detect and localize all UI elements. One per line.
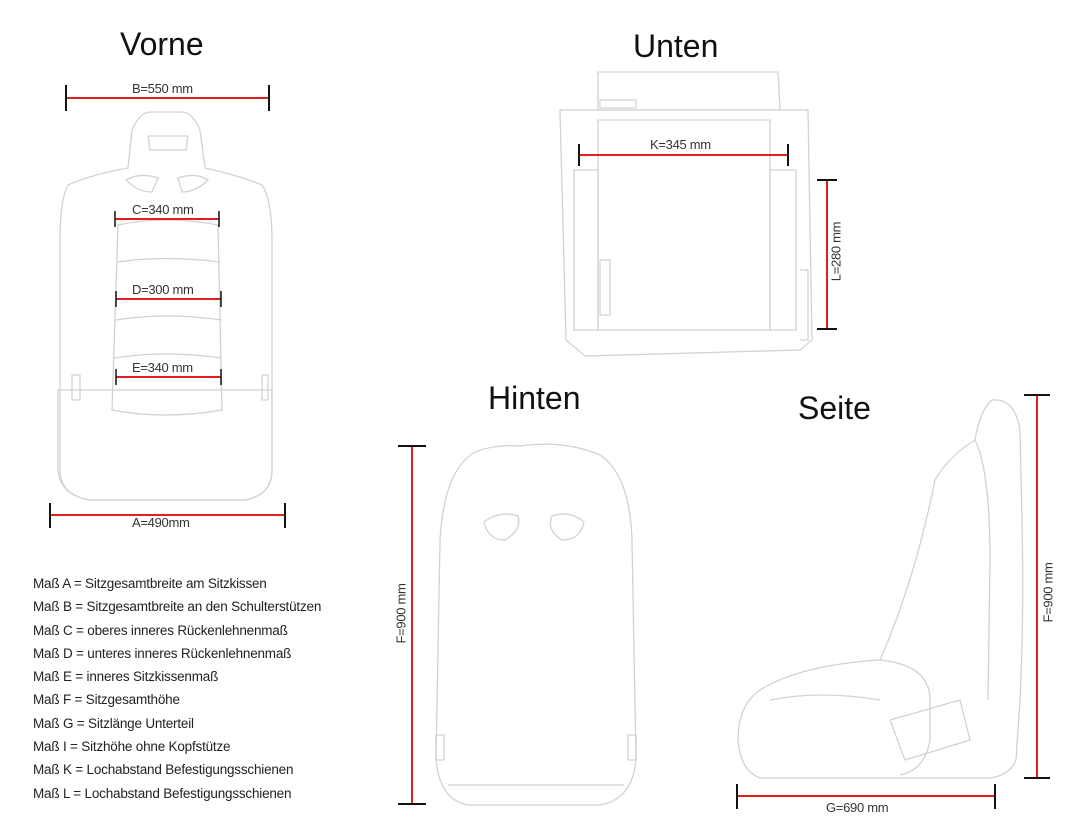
dim-label-c: C=340 mm — [132, 202, 194, 217]
view-title-back: Hinten — [488, 380, 581, 416]
legend-item-g: Maß G = Sitzlänge Unterteil — [33, 715, 194, 731]
legend-item-i: Maß I = Sitzhöhe ohne Kopfstütze — [33, 739, 231, 755]
view-title-side: Seite — [798, 390, 871, 426]
legend-item-k: Maß K = Lochabstand Befestigungsschienen — [33, 762, 294, 778]
legend-item-f: Maß F = Sitzgesamthöhe — [33, 692, 180, 708]
dim-label-d: D=300 mm — [132, 282, 194, 297]
dim-label-g: G=690 mm — [826, 800, 889, 815]
dim-label-l: L=280 mm — [828, 221, 844, 282]
dim-label-f-back: F=900 mm — [393, 583, 409, 644]
dimension-legend — [33, 572, 321, 805]
dim-label-a: A=490mm — [132, 515, 190, 530]
back-seat-sketch — [436, 444, 636, 805]
legend-item-e: Maß E = inneres Sitzkissenmaß — [33, 669, 219, 685]
legend-item-b: Maß B = Sitzgesamtbreite an den Schulterstützen — [33, 599, 322, 615]
view-title-front: Vorne — [120, 26, 204, 62]
bottom-seat-sketch — [560, 72, 812, 356]
legend-item-a: Maß A = Sitzgesamtbreite am Sitzkissen — [33, 576, 267, 591]
dim-label-f-side: F=900 mm — [1040, 562, 1056, 623]
legend-item-l: Maß L = Lochabstand Befestigungsschienen — [33, 785, 292, 801]
front-seat-sketch — [58, 112, 272, 500]
legend-item-d: Maß D = unteres inneres Rückenlehnenmaß — [33, 645, 292, 661]
dim-label-k: K=345 mm — [650, 137, 711, 152]
dim-label-e: E=340 mm — [132, 360, 193, 375]
dim-label-b: B=550 mm — [132, 81, 193, 96]
view-title-bottom: Unten — [633, 28, 719, 64]
side-seat-sketch — [738, 400, 1023, 778]
legend-item-c: Maß C = oberes inneres Rückenlehnenmaß — [33, 622, 288, 638]
